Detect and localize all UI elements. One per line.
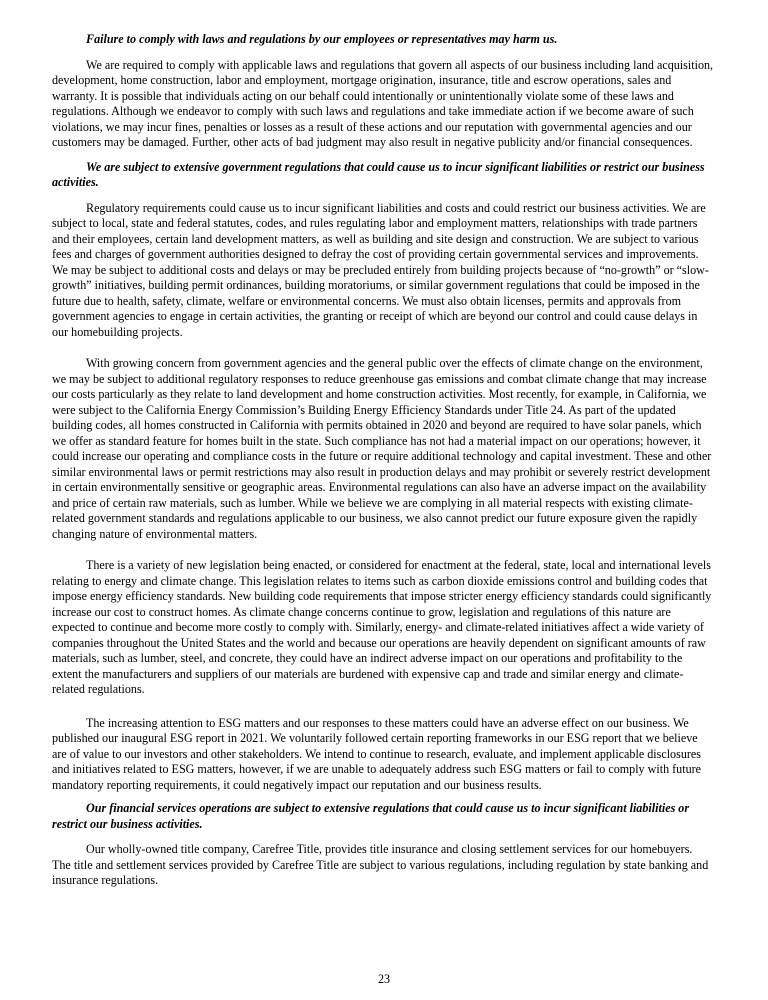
paragraph-regulatory-requirements: Regulatory requirements could cause us to incur significant liabilities and costs and could restrict our business activities. We are subject to local, state and federal statutes, codes, and rules regulating labor and employment matters, relationships with trade partners and their employees, certain land development matters, as well as building and site design and construction. We are subject to various fees and charges of government authorities designed to defray the cost of providing certain governmental services and improvements. We may be subject to additional costs and delays or may be precluded entirely from building projects because of “no-growth” or “slow-growth” initiatives, building permit ordinances, building moratoriums, or similar government regulations that could be imposed in the future due to health, safety, climate, welfare or environmental concerns. We must also obtain licenses, permits and approvals from government agencies to engage in certain activities, the granting or receipt of which are beyond our control and could cause delays in our homebuilding projects.	[52, 200, 709, 339]
paragraph-esg: The increasing attention to ESG matters and our responses to these matters could have an adverse effect on our business. We published our inaugural ESG report in 2021. We voluntarily followed certain reporting frameworks in our ESG report that we believe are of value to our investors and other stakeholders. We intend to continue to research, evaluate, and implement applicable disclosures and initiatives related to ESG matters, however, if we are unable to adequately address such ESG matters or fail to comply with future mandatory reporting requirements, it could negatively impact our reputation and our business results.	[52, 715, 702, 792]
paragraph-compliance: We are required to comply with applicable laws and regulations that govern all aspects of our business including land acquisition, development, home construction, labor and employment, mortgage origination, insurance, title and escrow operations, sales and warranty. It is possible that individuals acting on our behalf could intentionally or unintentionally violate some of these laws and regulations. Although we endeavor to comply with such laws and regulations and take immediate action if we become aware of such violations, we may incur fines, penalties or losses as a result of these actions and our reputation with governmental agencies and our customers may be damaged. Further, other acts of bad judgment may also result in negative publicity and/or financial consequences.	[52, 57, 714, 149]
paragraph-energy-legislation: There is a variety of new legislation being enacted, or considered for enactment at the federal, state, local and international levels relating to energy and climate change. This legislation relates to items such as carbon dioxide emissions control and building codes that impose energy efficiency standards. New building code requirements that impose stricter energy efficiency standards could significantly increase our cost to construct homes. As climate change concerns continue to grow, legislation and regulations of this nature are expected to continue and become more costly to comply with. Similarly, energy- and climate-related initiatives affect a wide variety of companies throughout the United States and the world and because our operations are heavily dependent on significant amounts of raw materials, such as lumber, steel, and concrete, they could have an indirect adverse impact on our operations and profitability to the extent the manufacturers and suppliers of our materials are burdened with expensive cap and trade and similar energy and climate-related regulations.	[52, 558, 712, 696]
section-heading-financial-services: Our financial services operations are subject to extensive regulations that could cause us to incur significant liabilities or restrict our business activities.	[52, 801, 690, 831]
page-number: 23	[377, 972, 391, 986]
page-content	[52, 0, 714, 889]
paragraph-carefree-title: Our wholly-owned title company, Carefree Title, provides title insurance and closing settlement services for our homebuyers. The title and settlement services provided by Carefree Title are subject to various regulations, including regulation by state banking and insurance regulations.	[52, 842, 709, 887]
section-heading-government-regulations: We are subject to extensive government regulations that could cause us to incur significant liabilities or restrict our business activities.	[52, 159, 705, 189]
paragraph-climate-change: With growing concern from government agencies and the general public over the effects of climate change on the environment, we may be subject to additional regulatory responses to reduce greenhouse gas emissions and combat climate change that may increase our costs particularly as they relate to land development and home construction activities. Most recently, for example, in California, we were subject to the California Energy Commission’s Building Energy Efficiency Standards under Title 24. As part of the updated building codes, all homes constructed in California with permits obtained in 2020 and beyond are required to have solar panels, which we offer as standard feature for homes built in the state. Such compliance has not had a material impact on our operations; however, it could increase our operating and compliance costs in the future or require additional technology and capital investment. These and other similar environmental laws or permit restrictions may also result in production delays and may prohibit or severely restrict development in certain environmentally sensitive or geographic areas. Environmental regulations can also have an adverse impact on the availability and price of certain raw materials, such as lumber. While we believe we are complying in all material respects with existing climate-related government standards and regulations applicable to our business, we also cannot predict our future exposure given the rapidly changing nature of environmental matters.	[52, 356, 712, 541]
section-heading-compliance: Failure to comply with laws and regulations by our employees or representatives may harm us.	[86, 32, 558, 46]
